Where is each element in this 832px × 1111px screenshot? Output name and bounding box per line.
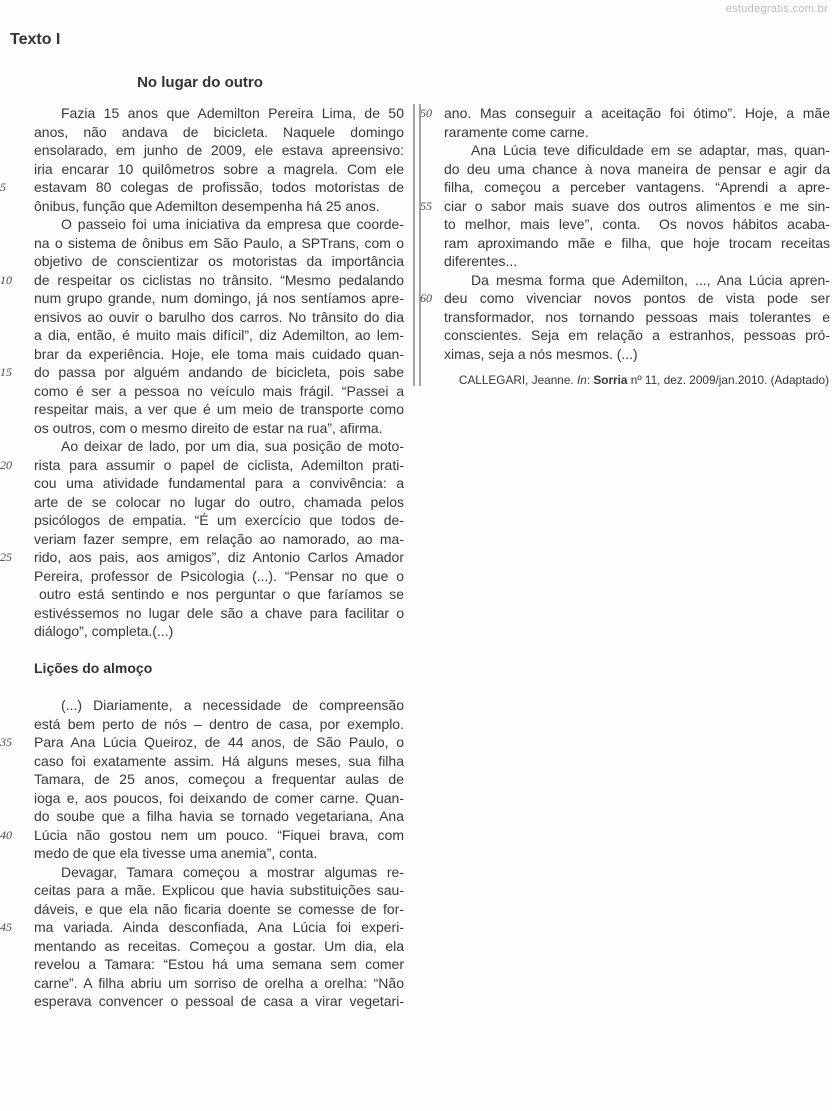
text-line-content: está bem perto de nós – dentro de casa, por exemplo.	[34, 715, 404, 732]
text-line	[0, 585, 410, 604]
text-line-content: Tamara, de 25 anos, começou a frequentar aulas de	[34, 771, 404, 787]
text-line-content: anos, não andava de bicicleta. Naquele domingo	[34, 123, 404, 140]
text-line	[0, 456, 410, 475]
text-line	[0, 696, 410, 715]
text-line-content: filha, começou a perceber vantagens. “Aprendi a apre-	[444, 179, 830, 195]
text-line	[420, 252, 832, 271]
text-line-content: rista para assumir o papel de ciclista, Ademilton prati-	[34, 456, 404, 473]
text-line	[0, 400, 410, 419]
text-line-content: (...) Diariamente, a necessidade de compreensão	[61, 697, 404, 713]
text-line-content: do passa por alguém andando de bicicleta, pois sabe	[34, 364, 404, 380]
text-line	[0, 974, 410, 993]
text-line	[0, 826, 410, 845]
text-line	[0, 789, 410, 808]
text-line	[0, 511, 410, 530]
text-line	[0, 382, 410, 401]
text-line-content: ano. Mas conseguir a aceitação foi ótimo”. Hoje, a mãe	[444, 105, 830, 121]
text-line-content: esperava convencer o pessoal de casa a virar vegetari-	[34, 993, 404, 1009]
text-line	[0, 530, 410, 549]
text-line-content: na o sistema de ônibus em São Paulo, a SPTrans, com o	[34, 234, 404, 251]
text-line-content: estivéssemos no lugar dele são a chave para facilitar o	[34, 604, 404, 621]
text-line-content: diferentes...	[444, 253, 518, 269]
text-line	[0, 622, 410, 641]
text-line	[420, 141, 832, 160]
text-line-content: Lúcia não gostou nem um pouco. “Fiquei brava, com	[34, 826, 404, 843]
line-number: 40	[0, 827, 12, 842]
text-line-content: conscientes. Seja em relação a estranhos, pessoas pró-	[444, 327, 830, 343]
text-line-content: num grupo grande, num domingo, já nos sentíamos apre-	[34, 290, 404, 306]
text-line-content: Devagar, Tamara começou a mostrar algumas re-	[61, 863, 404, 880]
text-line	[0, 807, 410, 826]
text-line-content: iria encarar 10 quilômetros sobre a magrela. Com ele	[34, 160, 404, 177]
text-line	[0, 215, 410, 234]
text-line-content: a dia, então, é muito mais difícil”, diz Ademilton, ao lem-	[34, 327, 404, 343]
text-line-content: ônibus, função que Ademilton desempenha há 25 anos.	[34, 197, 380, 214]
text-line	[0, 863, 410, 882]
text-line	[0, 419, 410, 438]
text-line	[420, 326, 832, 345]
text-line-content: medo de que ela tivesse uma anemia”, conta.	[34, 845, 318, 861]
text-line-content: ciar o sabor mais suave dos outros alimentos e me sin-	[444, 197, 830, 214]
text-line-content: veriam fazer sempre, em relação ao namorado, ao ma-	[34, 530, 404, 547]
text-line-content: caso foi exatamente assim. Há alguns meses, sua filha	[34, 752, 404, 769]
text-line-content: ma variada. Ainda desconfiada, Ana Lúcia foi experi-	[34, 919, 404, 935]
text-line-content: objetivo de conscientizar os motoristas da importância	[34, 253, 404, 269]
text-line	[0, 992, 410, 1011]
citation-author: CALLEGARI, Jeanne.	[458, 373, 577, 387]
text-line	[0, 474, 410, 493]
text-line	[0, 160, 410, 179]
text-line-content: ram aproximando mãe e filha, que hoje trocam receitas	[444, 234, 830, 251]
text-line	[420, 345, 832, 364]
line-number: 5	[0, 180, 6, 194]
text-line	[0, 123, 410, 142]
line-number: 50	[420, 106, 432, 120]
text-line	[0, 197, 410, 216]
text-line-content: estavam 80 colegas de profissão, todos motoristas de	[34, 179, 404, 195]
text-line-content: dáveis, e que ela não ficaria doente se comesse de for-	[34, 900, 404, 917]
text-line-content: ensivos ao ouvir o barulho dos carros. No trânsito do dia	[34, 308, 404, 325]
text-line-content: outro está sentindo e nos perguntar o que faríamos se	[39, 586, 404, 602]
text-line-content: Para Ana Lúcia Queiroz, de 44 anos, de São Paulo, o	[34, 734, 404, 750]
text-title: No lugar do outro	[137, 74, 263, 91]
text-line	[420, 234, 832, 253]
citation-source: Sorria	[593, 373, 628, 387]
text-line	[0, 881, 410, 900]
text-line	[420, 160, 832, 179]
line-number: 45	[0, 920, 12, 934]
text-line-content: Da mesma forma que Ademilton, ..., Ana Lúcia apren-	[471, 271, 830, 288]
text-line	[0, 844, 410, 863]
page-title: Texto I	[10, 31, 61, 48]
text-line-content: raramente come carne.	[444, 123, 589, 140]
text-line	[420, 289, 832, 308]
text-line	[0, 937, 410, 956]
text-line-content: brar da experiência. Hoje, ele toma mais cuidado quan-	[34, 345, 404, 362]
text-line	[0, 493, 410, 512]
text-line-content: transformador, nos tornando pessoas mais tolerantes e	[444, 308, 830, 325]
text-line	[420, 178, 832, 197]
text-line	[420, 215, 832, 234]
text-line	[0, 326, 410, 345]
text-line-content: ensolarado, em junho de 2009, ele estava apreensivo:	[34, 142, 404, 158]
text-line-content: ioga e, aos poucos, foi deixando de comer carne. Quan-	[34, 789, 404, 806]
text-line-content: arte de se colocar no lugar do outro, chamada pelos	[34, 493, 404, 510]
text-line	[0, 733, 410, 752]
text-line	[0, 567, 410, 586]
text-line-content: rido, aos pais, aos amigos”, diz Antonio Carlos Amador	[34, 549, 404, 565]
text-line	[0, 104, 410, 123]
text-line-content: ceitas para a mãe. Explicou que havia substituições sau-	[34, 882, 404, 898]
line-number: 10	[0, 272, 12, 287]
text-line-content: psicólogos de empatia. “É um exercício que todos de-	[34, 512, 404, 528]
line-number: 35	[0, 735, 12, 749]
text-line	[0, 715, 410, 734]
text-line-content: como é ser a pessoa no veículo mais frágil. “Passei a	[34, 382, 404, 399]
citation-details: nº 11, dez. 2009/jan.2010. (Adaptado)	[627, 373, 829, 387]
text-line	[0, 548, 410, 567]
text-line-content: Ao deixar de lado, por um dia, sua posição de moto-	[61, 438, 404, 454]
left-text-column	[0, 104, 410, 1011]
text-line-content: Pereira, professor de Psicologia (...). “Pensar no que o	[34, 567, 404, 584]
text-line-content: O passeio foi uma iniciativa da empresa que coorde-	[61, 216, 404, 232]
text-line	[0, 252, 410, 271]
text-line-content: deu como vivenciar novos pontos de vista pode ser	[444, 290, 830, 306]
citation-separator: :	[586, 373, 594, 387]
text-line	[0, 289, 410, 308]
text-line-content: ximas, seja a nós mesmos. (...)	[444, 345, 638, 362]
text-line	[420, 197, 832, 216]
right-text-column	[420, 104, 832, 363]
text-line-content: do soube que a filha havia se tornado vegetariana, Ana	[34, 808, 404, 824]
text-line-content: de respeitar os ciclistas no trânsito. “Mesmo pedalando	[34, 271, 404, 288]
text-line	[0, 345, 410, 364]
text-line-content: diálogo”, completa.(...)	[34, 623, 174, 639]
text-line-content: to melhor, mais leve”, conta. Os novos hábitos acaba-	[444, 216, 830, 232]
text-line	[0, 178, 410, 197]
text-line	[420, 104, 832, 123]
text-line	[0, 234, 410, 253]
line-number: 55	[420, 198, 432, 213]
line-number: 15	[0, 365, 12, 379]
text-line	[420, 271, 832, 290]
text-line	[0, 752, 410, 771]
citation	[459, 373, 829, 387]
text-line	[0, 141, 410, 160]
text-line	[0, 437, 410, 456]
text-line-content: respeitar mais, a ver que é um meio de transporte como	[34, 401, 404, 417]
blank-line	[0, 641, 410, 660]
watermark: estudegratis.com.br	[725, 3, 828, 15]
text-line-content: Fazia 15 anos que Ademilton Pereira Lima, de 50	[61, 105, 404, 121]
line-number: 25	[0, 550, 12, 564]
text-line	[0, 770, 410, 789]
text-line-content: mentando as receitas. Começou a gostar. Um dia, ela	[34, 937, 404, 954]
text-line	[0, 900, 410, 919]
text-line	[0, 363, 410, 382]
text-line-content: carne”. A filha abriu um sorriso de orelha a orelha: “Não	[34, 974, 404, 991]
section-heading: Lições do almoço	[34, 660, 153, 676]
text-line	[0, 271, 410, 290]
text-line-content: revelou a Tamara: “Estou há uma semana sem comer	[34, 956, 404, 972]
text-line-content: Ana Lúcia teve dificuldade em se adaptar, mas, quan-	[471, 142, 830, 158]
text-line-content: cou uma atividade fundamental para a convivência: a	[34, 475, 404, 491]
text-line	[0, 604, 410, 623]
text-line	[420, 308, 832, 327]
line-number: 20	[0, 457, 12, 472]
text-line-content: os outros, com o mesmo direito de estar na rua”, afirma.	[34, 419, 383, 436]
text-line	[0, 308, 410, 327]
text-line	[0, 955, 410, 974]
text-line	[0, 918, 410, 937]
citation-in-label: In	[576, 373, 587, 387]
blank-line	[0, 678, 410, 697]
text-line	[420, 123, 832, 142]
text-line-content: do deu uma chance à nova maneira de pensar e agir da	[444, 160, 830, 177]
line-number: 60	[420, 291, 432, 305]
